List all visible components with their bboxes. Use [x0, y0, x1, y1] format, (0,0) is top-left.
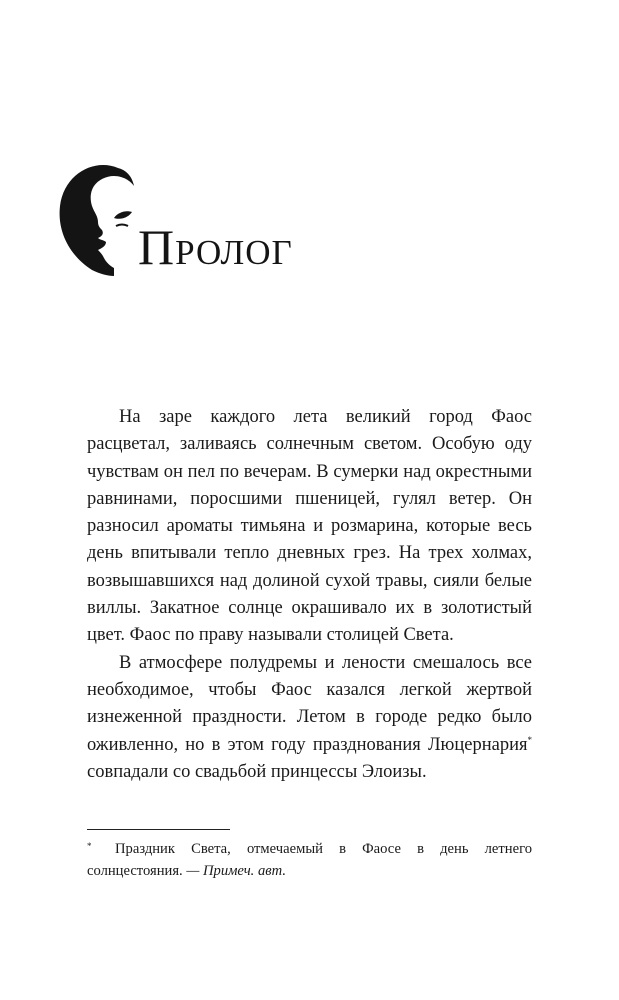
- footnote: [87, 838, 532, 882]
- paragraph-2-text: В атмосфере полудремы и лености смешалось все необходимое, чтобы Фаос казался легкой жертвой изнеженной праздности. Летом в городе редко было оживленно, но в этом году празднования Люцернария: [87, 652, 532, 755]
- footnote-text: Праздник Света, отмечаемый в Фаосе в день летнего солнцестояния.: [87, 841, 532, 879]
- paragraph-2: [87, 650, 532, 786]
- main-text: [87, 404, 532, 786]
- footnote-attribution: — Примеч. авт.: [186, 863, 286, 879]
- footnote-mark: *: [87, 841, 92, 851]
- chapter-heading: [56, 160, 293, 278]
- paragraph-2-text-end: совпадали со свадьбой принцессы Элоизы.: [87, 761, 427, 782]
- footnote-reference[interactable]: *: [527, 734, 532, 745]
- paragraph-1: На заре каждого лета великий город Фаос расцветал, заливаясь солнечным светом. Особую оду чувствам он пел по вечерам. В сумерки над окрестными равнинами, поросшими пшеницей, гулял ветер. Он разносил ароматы тимьяна и розмарина, которые весь день впитывали тепло дневных грез. На трех холмах, возвышавшихся над долиной сухой травы, сияли белые виллы. Закатное солнце окрашивало их в золотистый цвет. Фаос по праву называли столицей Света.: [87, 407, 532, 646]
- footnote-divider: [87, 829, 230, 830]
- chapter-title: Пролог: [138, 219, 293, 275]
- footnote-body: [87, 838, 532, 882]
- face-crescent-moon-icon: [56, 160, 136, 278]
